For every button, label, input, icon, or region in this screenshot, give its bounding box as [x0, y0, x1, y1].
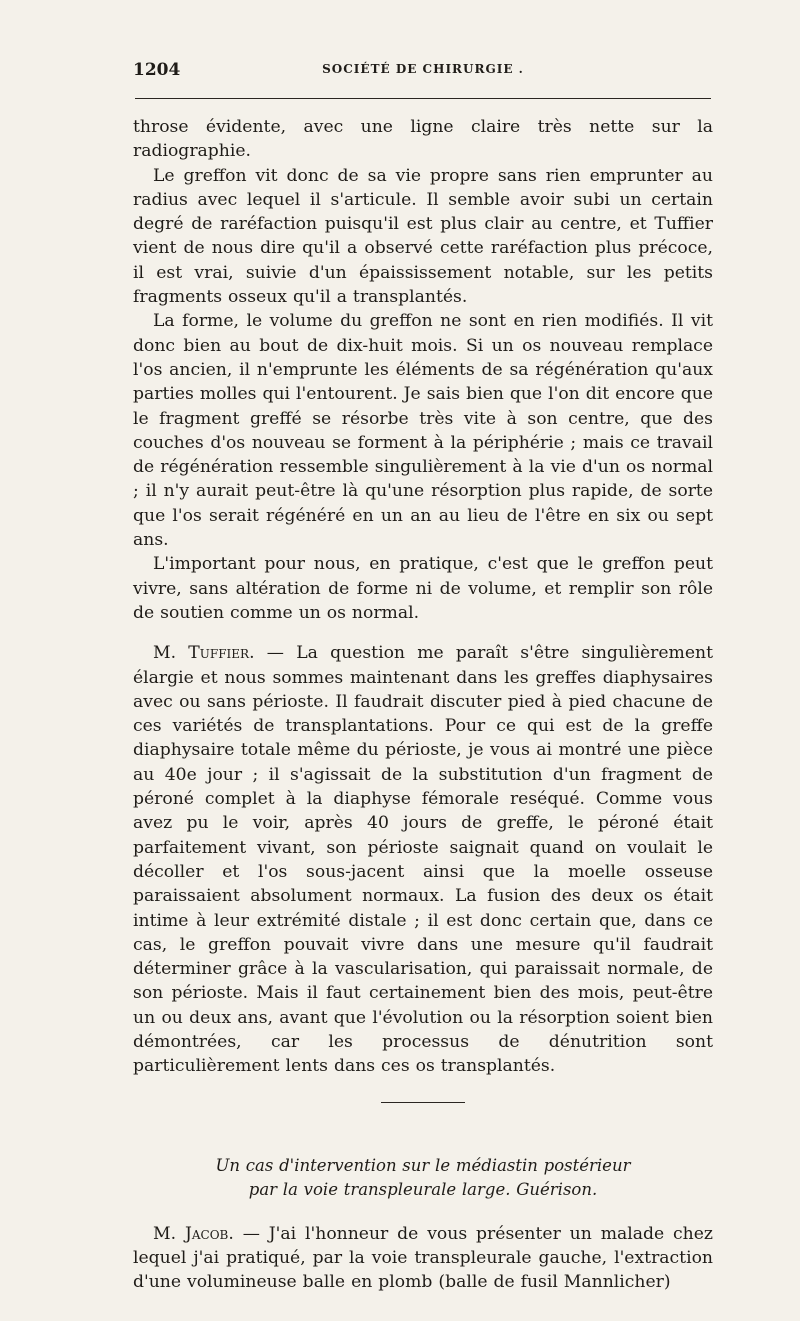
running-head	[133, 56, 713, 86]
header-rule	[135, 98, 711, 99]
section-title	[133, 1154, 713, 1202]
speaker-name: M. Jacob.	[153, 1223, 234, 1244]
speaker-name: M. Tuffier.	[153, 643, 255, 664]
paragraph: Le greffon vit donc de sa vie propre sans rien emprunter au radius avec lequel il s'articule. Il semble avoir subi un certain degré de raréfaction puisqu'il est plus clair au centre, et Tuffier vient de nous dire qu'il a observé cette raréfaction plus précoce, il est vrai, suivie d'un épaississement notable, sur les petits fragments osseux qu'il a transplantés.	[133, 165, 713, 308]
page	[133, 56, 713, 1294]
paragraph: L'important pour nous, en pratique, c'est que le greffon peut vivre, sans altération de forme ni de volume, et remplir son rôle de soutien comme un os normal.	[133, 554, 713, 623]
journal-title: SOCIÉTÉ DE CHIRURGIE .	[322, 62, 524, 76]
page-number: 1204	[133, 60, 181, 80]
jacob-intervention	[133, 1222, 713, 1295]
tuffier-intervention	[133, 641, 713, 1078]
paragraph: La forme, le volume du greffon ne sont en rien modifiés. Il vit donc bien au bout de dix-huit mois. Si un os nouveau remplace l'os ancien, il n'emprunte les éléments de sa régénération qu'aux parties molles qui l'entourent. Je sais bien que l'on dit encore que le fragment greffé se résorbe très vite à son centre, que des couches d'os nouveau se forment à la périphérie ; mais ce travail de régénération ressemble singulièrement à la vie d'un os normal ; il n'y aurait peut-être là qu'une résorption plus rapide, de sorte que l'os serait régénéré en un an au lieu de l'être en six ou sept ans.	[133, 311, 713, 551]
paragraph-continuation: throse évidente, avec une ligne claire très nette sur la radiographie.	[133, 117, 713, 162]
section-title-line: Un cas d'intervention sur le médiastin postérieur	[215, 1155, 631, 1175]
section-title-line: par la voie transpleurale large. Guérison.	[248, 1179, 598, 1199]
speaker-text: — J'ai l'honneur de vous présenter un malade chez lequel j'ai pratiqué, par la voie transpleurale gauche, l'extraction d'une volumineuse balle en plomb (balle de fusil Mannlicher)	[133, 1223, 713, 1293]
speaker-text: — La question me paraît s'être singulièrement élargie et nous sommes maintenant dans les greffes diaphysaires avec ou sans périoste. Il faudrait discuter pied à pied chacune de ces variétés de transplantations. Pour ce qui est de la greffe diaphysaire totale même du périoste, je vous ai montré une pièce au 40e jour ; il s'agissait de la substitution d'un fragment de péroné complet à la diaphyse fémorale reséqué. Comme vous avez pu le voir, après 40 jours de greffe, le péroné était parfaitement vivant, son périoste saignait quand on voulait le décoller et l'os sous-jacent ainsi que la moelle osseuse paraissaient absolument normaux. La fusion des deux os était intime à leur extrémité distale ; il est donc certain que, dans ce cas, le greffon pouvait vivre dans une mesure qu'il faudrait déterminer grâce à la vascularisation, qui paraissait normale, de son périoste. Mais il faut certainement bien des mois, peut-être un ou deux ans, avant que l'évolution ou la résorption soient bien démontrées, car les processus de dénutrition sont particulièrement lents dans ces os transplantés.	[133, 643, 713, 1077]
article-body	[133, 115, 713, 1294]
section-separator	[381, 1102, 465, 1103]
